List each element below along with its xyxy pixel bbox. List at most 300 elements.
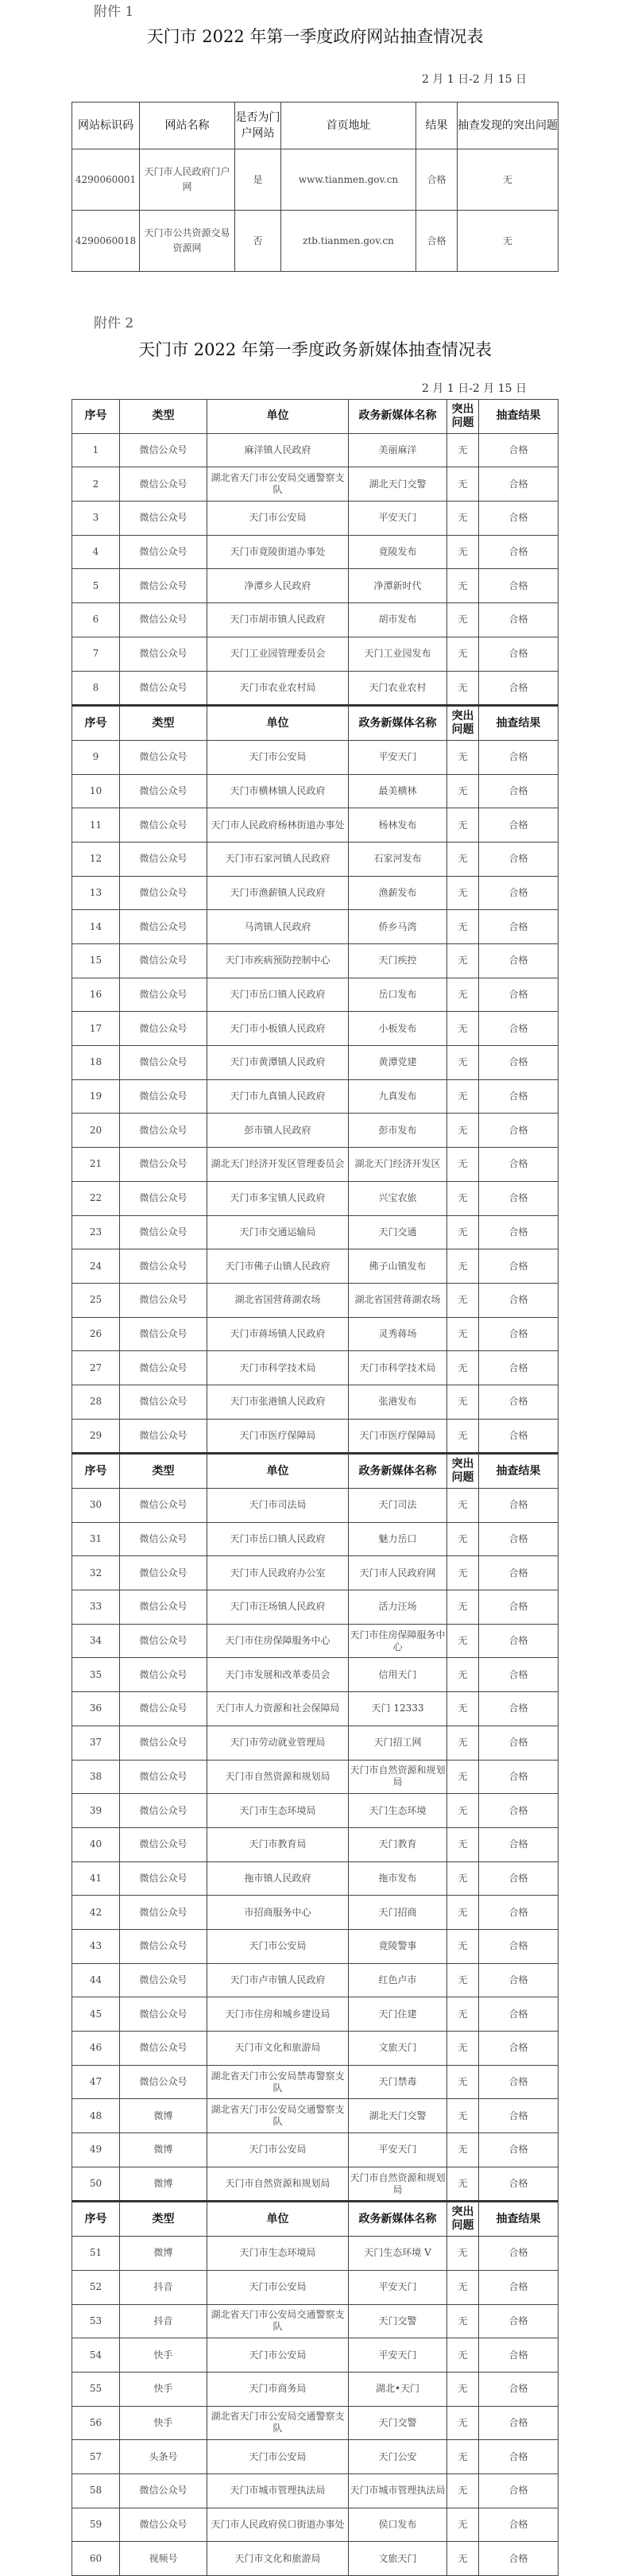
result-cell: 合格 [479, 740, 558, 774]
media-name-cell: 九真发布 [349, 1079, 447, 1114]
new-media-inspection-table [72, 399, 558, 2576]
type-cell: 微信公众号 [120, 944, 207, 978]
media-name-cell: 平安天门 [349, 502, 447, 536]
table-row [72, 1827, 558, 1861]
result-cell: 合格 [479, 2406, 558, 2440]
type-cell: 微信公众号 [120, 1283, 207, 1317]
result-cell: 合格 [479, 1351, 558, 1385]
issue-cell: 无 [447, 569, 479, 603]
index-cell: 43 [72, 1929, 120, 1963]
index-cell: 7 [72, 637, 120, 671]
issue-cell: 无 [447, 1896, 479, 1930]
table-2-date-range: 2 月 1 日-2 月 15 日 [422, 382, 527, 395]
index-cell: 11 [72, 808, 120, 843]
header-cell: 序号 [72, 706, 120, 741]
table-row [72, 1148, 558, 1182]
table-row [72, 1419, 558, 1454]
media-name-cell: 小板发布 [349, 1012, 447, 1046]
unit-cell: 天门市横林镇人民政府 [207, 774, 349, 808]
issue-cell: 无 [447, 433, 479, 467]
index-cell: 48 [72, 2099, 120, 2133]
index-cell: 59 [72, 2508, 120, 2542]
result-cell: 合格 [479, 535, 558, 569]
table-row [72, 808, 558, 843]
issue-cell: 无 [447, 1590, 479, 1625]
result-cell: 合格 [479, 2237, 558, 2271]
type-cell: 微信公众号 [120, 1726, 207, 1760]
index-cell: 55 [72, 2372, 120, 2406]
issue-cell: 无 [447, 2473, 479, 2508]
type-cell: 快手 [120, 2406, 207, 2440]
media-name-cell: 天门市城市管理执法局 [349, 2473, 447, 2508]
result-cell: 合格 [479, 603, 558, 637]
issue-cell: 无 [447, 1317, 479, 1351]
index-cell: 16 [72, 978, 120, 1012]
unit-cell: 天门市公安局 [207, 2440, 349, 2474]
table-row [72, 1046, 558, 1080]
table-row [72, 1861, 558, 1896]
table-header-row [72, 706, 558, 741]
header-cell: 政务新媒体名称 [349, 706, 447, 741]
type-cell: 抖音 [120, 2304, 207, 2338]
index-cell: 26 [72, 1317, 120, 1351]
index-cell: 40 [72, 1827, 120, 1861]
unit-cell: 彭市镇人民政府 [207, 1114, 349, 1148]
index-cell: 42 [72, 1896, 120, 1930]
header-cell: 抽查结果 [479, 706, 558, 741]
type-cell: 微信公众号 [120, 1590, 207, 1625]
media-name-cell: 侨乡马湾 [349, 910, 447, 944]
table-row [72, 1181, 558, 1215]
type-cell: 微信公众号 [120, 774, 207, 808]
issue-cell: 无 [447, 2133, 479, 2167]
type-cell: 视频号 [120, 2542, 207, 2576]
result-cell: 合格 [479, 1794, 558, 1828]
media-name-cell: 天门市人民政府网 [349, 1556, 447, 1590]
table-row [72, 2065, 558, 2099]
index-cell: 46 [72, 2032, 120, 2066]
table-header-row [72, 2202, 558, 2237]
table-row [72, 1760, 558, 1794]
media-name-cell: 最美横林 [349, 774, 447, 808]
unit-cell: 天门市胡市镇人民政府 [207, 603, 349, 637]
type-cell: 微信公众号 [120, 637, 207, 671]
result-cell: 合格 [479, 1726, 558, 1760]
issue-cell: 无 [447, 1556, 479, 1590]
type-cell: 微信公众号 [120, 1079, 207, 1114]
table-row [72, 1556, 558, 1590]
header-cell: 抽查结果 [479, 1454, 558, 1489]
issue-cell: 无 [447, 1181, 479, 1215]
type-cell: 微博 [120, 2133, 207, 2167]
header-cell: 类型 [120, 400, 207, 434]
unit-cell: 天门市佛子山镇人民政府 [207, 1249, 349, 1284]
media-name-cell: 天门交警 [349, 2406, 447, 2440]
media-name-cell: 天门禁毒 [349, 2065, 447, 2099]
table-row [72, 535, 558, 569]
result-cell: 合格 [479, 1658, 558, 1692]
table-row [72, 842, 558, 876]
type-cell: 微信公众号 [120, 2032, 207, 2066]
index-cell: 19 [72, 1079, 120, 1114]
type-cell: 微信公众号 [120, 1624, 207, 1658]
result-cell: 合格 [479, 1861, 558, 1896]
result-cell: 合格 [479, 569, 558, 603]
media-name-cell: 天门交通 [349, 1215, 447, 1249]
index-cell: 33 [72, 1590, 120, 1625]
result-cell: 合格 [479, 2270, 558, 2304]
result-cell: 合格 [479, 2032, 558, 2066]
site-id-cell: 4290060018 [72, 211, 140, 272]
index-cell: 24 [72, 1249, 120, 1284]
issue-cell: 无 [447, 1692, 479, 1726]
issue-cell: 无 [447, 1658, 479, 1692]
index-cell: 9 [72, 740, 120, 774]
type-cell: 微信公众号 [120, 2473, 207, 2508]
header-cell: 政务新媒体名称 [349, 2202, 447, 2237]
unit-cell: 天门市住房和城乡建设局 [207, 1997, 349, 2032]
issue-cell: 无 [447, 2099, 479, 2133]
result-cell: 合格 [479, 1215, 558, 1249]
table-row [72, 603, 558, 637]
unit-cell: 净潭乡人民政府 [207, 569, 349, 603]
type-cell: 微信公众号 [120, 1385, 207, 1419]
type-cell: 抖音 [120, 2270, 207, 2304]
homepage-url-cell: www.tianmen.gov.cn [281, 149, 416, 211]
media-name-cell: 兴宝农旅 [349, 1181, 447, 1215]
table-row [72, 1283, 558, 1317]
type-cell: 微信公众号 [120, 1012, 207, 1046]
index-cell: 60 [72, 2542, 120, 2576]
media-name-cell: 灵秀蒋场 [349, 1317, 447, 1351]
index-cell: 6 [72, 603, 120, 637]
media-name-cell: 天门工业园发布 [349, 637, 447, 671]
index-cell: 41 [72, 1861, 120, 1896]
index-cell: 54 [72, 2338, 120, 2373]
index-cell: 45 [72, 1997, 120, 2032]
issue-cell: 无 [447, 535, 479, 569]
index-cell: 52 [72, 2270, 120, 2304]
result-cell: 合格 [479, 1624, 558, 1658]
media-name-cell: 美丽麻洋 [349, 433, 447, 467]
site-id-cell: 4290060001 [72, 149, 140, 211]
result-cell: 合格 [479, 774, 558, 808]
issue-cell: 无 [447, 2065, 479, 2099]
type-cell: 微信公众号 [120, 2508, 207, 2542]
result-cell: 合格 [479, 808, 558, 843]
media-name-cell: 佛子山镇发布 [349, 1249, 447, 1284]
table-row [72, 1079, 558, 1114]
table-row [72, 502, 558, 536]
issue-cell: 无 [447, 1489, 479, 1523]
table-row [72, 1522, 558, 1556]
type-cell: 微信公众号 [120, 1148, 207, 1182]
unit-cell: 湖北天门经济开发区管理委员会 [207, 1148, 349, 1182]
result-cell: 合格 [479, 467, 558, 502]
media-name-cell: 杨林发布 [349, 808, 447, 843]
unit-cell: 天门市人民政府办公室 [207, 1556, 349, 1590]
issue-cell: 无 [447, 1929, 479, 1963]
media-name-cell: 天门疾控 [349, 944, 447, 978]
unit-cell: 天门市黄潭镇人民政府 [207, 1046, 349, 1080]
table-row [72, 1794, 558, 1828]
index-cell: 12 [72, 842, 120, 876]
media-name-cell: 平安天门 [349, 2270, 447, 2304]
unit-cell: 天门市公安局 [207, 2133, 349, 2167]
issue-cell: 无 [447, 910, 479, 944]
result-cell: 合格 [479, 2099, 558, 2133]
portal-cell: 否 [235, 211, 281, 272]
result-cell: 合格 [479, 1283, 558, 1317]
media-name-cell: 彭市发布 [349, 1114, 447, 1148]
index-cell: 2 [72, 467, 120, 502]
table-row [72, 1215, 558, 1249]
header-cell: 抽查发现的突出问题 [458, 103, 558, 149]
table-row [72, 1114, 558, 1148]
result-cell: 合格 [479, 1079, 558, 1114]
issue-cell: 无 [447, 1148, 479, 1182]
type-cell: 微信公众号 [120, 1419, 207, 1454]
header-cell: 单位 [207, 1454, 349, 1489]
unit-cell: 马湾镇人民政府 [207, 910, 349, 944]
media-name-cell: 天门农业农村 [349, 671, 447, 706]
table-row [72, 2473, 558, 2508]
issue-cell: 无 [447, 740, 479, 774]
issue-cell: 无 [447, 2167, 479, 2202]
index-cell: 23 [72, 1215, 120, 1249]
issue-cell: 无 [458, 211, 558, 272]
index-cell: 39 [72, 1794, 120, 1828]
portal-cell: 是 [235, 149, 281, 211]
result-cell: 合格 [479, 1012, 558, 1046]
issue-cell: 无 [447, 876, 479, 910]
issue-cell: 无 [447, 1522, 479, 1556]
unit-cell: 天门市人民政府侯口街道办事处 [207, 2508, 349, 2542]
result-cell: 合格 [479, 637, 558, 671]
type-cell: 快手 [120, 2338, 207, 2373]
result-cell: 合格 [479, 2133, 558, 2167]
result-cell: 合格 [479, 1760, 558, 1794]
type-cell: 微信公众号 [120, 569, 207, 603]
type-cell: 微信公众号 [120, 671, 207, 706]
type-cell: 微信公众号 [120, 603, 207, 637]
type-cell: 微博 [120, 2167, 207, 2202]
index-cell: 21 [72, 1148, 120, 1182]
issue-cell: 无 [447, 467, 479, 502]
type-cell: 微信公众号 [120, 842, 207, 876]
result-cell: 合格 [479, 1692, 558, 1726]
issue-cell: 无 [447, 1419, 479, 1454]
table-row [72, 2237, 558, 2271]
result-cell: 合格 [479, 2473, 558, 2508]
unit-cell: 湖北省天门市公安局交通警察支队 [207, 2406, 349, 2440]
unit-cell: 天门市竟陵街道办事处 [207, 535, 349, 569]
unit-cell: 天门市人力资源和社会保障局 [207, 1692, 349, 1726]
table-row [72, 1317, 558, 1351]
unit-cell: 天门市科学技术局 [207, 1351, 349, 1385]
issue-cell: 无 [447, 1997, 479, 2032]
index-cell: 28 [72, 1385, 120, 1419]
media-name-cell: 天门司法 [349, 1489, 447, 1523]
type-cell: 微信公众号 [120, 1861, 207, 1896]
type-cell: 微信公众号 [120, 978, 207, 1012]
type-cell: 微信公众号 [120, 535, 207, 569]
result-cell: 合格 [479, 671, 558, 706]
type-cell: 微信公众号 [120, 1692, 207, 1726]
header-cell: 序号 [72, 2202, 120, 2237]
result-cell: 合格 [479, 502, 558, 536]
result-cell: 合格 [479, 2167, 558, 2202]
result-cell: 合格 [479, 1522, 558, 1556]
unit-cell: 天门市公安局 [207, 2270, 349, 2304]
media-name-cell: 净潭新时代 [349, 569, 447, 603]
media-name-cell: 渔薪发布 [349, 876, 447, 910]
type-cell: 微信公众号 [120, 1489, 207, 1523]
table-row [72, 1929, 558, 1963]
type-cell: 微信公众号 [120, 1760, 207, 1794]
media-name-cell: 胡市发布 [349, 603, 447, 637]
type-cell: 快手 [120, 2372, 207, 2406]
unit-cell: 天门市文化和旅游局 [207, 2542, 349, 2576]
index-cell: 57 [72, 2440, 120, 2474]
unit-cell: 天门市岳口镇人民政府 [207, 978, 349, 1012]
index-cell: 53 [72, 2304, 120, 2338]
table-2-title: 天门市 2022 年第一季度政务新媒体抽查情况表 [138, 340, 492, 359]
unit-cell: 天门市自然资源和规划局 [207, 1760, 349, 1794]
table-row [72, 671, 558, 706]
index-cell: 17 [72, 1012, 120, 1046]
issue-cell: 无 [447, 1046, 479, 1080]
index-cell: 38 [72, 1760, 120, 1794]
table-row [72, 2304, 558, 2338]
media-name-cell: 石家河发布 [349, 842, 447, 876]
table-row [72, 1489, 558, 1523]
header-cell: 抽查结果 [479, 400, 558, 434]
media-name-cell: 竟陵警事 [349, 1929, 447, 1963]
media-name-cell: 天门市住房保障服务中心 [349, 1624, 447, 1658]
header-cell: 突出问题 [447, 400, 479, 434]
table-row [72, 978, 558, 1012]
unit-cell: 天门市城市管理执法局 [207, 2473, 349, 2508]
result-cell: 合格 [479, 910, 558, 944]
issue-cell: 无 [447, 2508, 479, 2542]
issue-cell: 无 [447, 2304, 479, 2338]
issue-cell: 无 [447, 2440, 479, 2474]
type-cell: 微信公众号 [120, 1963, 207, 1997]
media-name-cell: 天门市医疗保障局 [349, 1419, 447, 1454]
type-cell: 微信公众号 [120, 2065, 207, 2099]
homepage-url-cell: ztb.tianmen.gov.cn [281, 211, 416, 272]
unit-cell: 天门市商务局 [207, 2372, 349, 2406]
result-cell: 合格 [479, 1148, 558, 1182]
media-name-cell: 拖市发布 [349, 1861, 447, 1896]
unit-cell: 天门市生态环境局 [207, 1794, 349, 1828]
type-cell: 微信公众号 [120, 1351, 207, 1385]
result-cell: 合格 [479, 1590, 558, 1625]
type-cell: 微信公众号 [120, 740, 207, 774]
result-cell: 合格 [479, 2304, 558, 2338]
header-cell: 单位 [207, 2202, 349, 2237]
issue-cell: 无 [447, 2032, 479, 2066]
table-row [72, 637, 558, 671]
table-row [72, 740, 558, 774]
site-name-cell: 天门市公共资源交易资源网 [140, 211, 235, 272]
issue-cell: 无 [447, 2406, 479, 2440]
media-name-cell: 红色卢市 [349, 1963, 447, 1997]
table-row [72, 569, 558, 603]
issue-cell: 无 [447, 1215, 479, 1249]
unit-cell: 湖北省天门市公安局交通警察支队 [207, 2099, 349, 2133]
table-row [72, 433, 558, 467]
table-row [72, 1351, 558, 1385]
media-name-cell: 天门生态环境 [349, 1794, 447, 1828]
type-cell: 微信公众号 [120, 1114, 207, 1148]
issue-cell: 无 [447, 671, 479, 706]
result-cell: 合格 [479, 1997, 558, 2032]
index-cell: 58 [72, 2473, 120, 2508]
type-cell: 微信公众号 [120, 1794, 207, 1828]
result-cell: 合格 [479, 842, 558, 876]
table-row [72, 1692, 558, 1726]
media-name-cell: 天门教育 [349, 1827, 447, 1861]
table-row [72, 1963, 558, 1997]
result-cell: 合格 [479, 2065, 558, 2099]
result-cell: 合格 [479, 433, 558, 467]
index-cell: 15 [72, 944, 120, 978]
index-cell: 3 [72, 502, 120, 536]
site-name-cell: 天门市人民政府门户网 [140, 149, 235, 211]
table-row [72, 2167, 558, 2202]
issue-cell: 无 [447, 1114, 479, 1148]
type-cell: 微信公众号 [120, 1317, 207, 1351]
type-cell: 微信公众号 [120, 1522, 207, 1556]
media-name-cell: 湖北天门交警 [349, 467, 447, 502]
unit-cell: 天门市教育局 [207, 1827, 349, 1861]
issue-cell: 无 [447, 2542, 479, 2576]
unit-cell: 天门市交通运输局 [207, 1215, 349, 1249]
issue-cell: 无 [447, 944, 479, 978]
type-cell: 微信公众号 [120, 1658, 207, 1692]
result-cell: 合格 [479, 1317, 558, 1351]
table-row [72, 2338, 558, 2373]
unit-cell: 湖北省天门市公安局交通警察支队 [207, 467, 349, 502]
header-cell: 类型 [120, 706, 207, 741]
table-row [72, 2542, 558, 2576]
issue-cell: 无 [447, 2338, 479, 2373]
header-cell: 政务新媒体名称 [349, 1454, 447, 1489]
table-row [72, 910, 558, 944]
unit-cell: 天门市公安局 [207, 740, 349, 774]
unit-cell: 天门市文化和旅游局 [207, 2032, 349, 2066]
type-cell: 微信公众号 [120, 1896, 207, 1930]
media-name-cell: 湖北省国营蒋湖农场 [349, 1283, 447, 1317]
table-row [72, 2133, 558, 2167]
unit-cell: 天门市多宝镇人民政府 [207, 1181, 349, 1215]
type-cell: 微信公众号 [120, 1827, 207, 1861]
index-cell: 49 [72, 2133, 120, 2167]
index-cell: 56 [72, 2406, 120, 2440]
unit-cell: 天门市张港镇人民政府 [207, 1385, 349, 1419]
unit-cell: 天门工业园管理委员会 [207, 637, 349, 671]
index-cell: 35 [72, 1658, 120, 1692]
media-name-cell: 文旅天门 [349, 2032, 447, 2066]
header-cell: 首页地址 [281, 103, 416, 149]
unit-cell: 天门市发展和改革委员会 [207, 1658, 349, 1692]
website-inspection-table [72, 102, 558, 272]
header-cell: 类型 [120, 1454, 207, 1489]
media-name-cell: 活力汪场 [349, 1590, 447, 1625]
unit-cell: 天门市小板镇人民政府 [207, 1012, 349, 1046]
